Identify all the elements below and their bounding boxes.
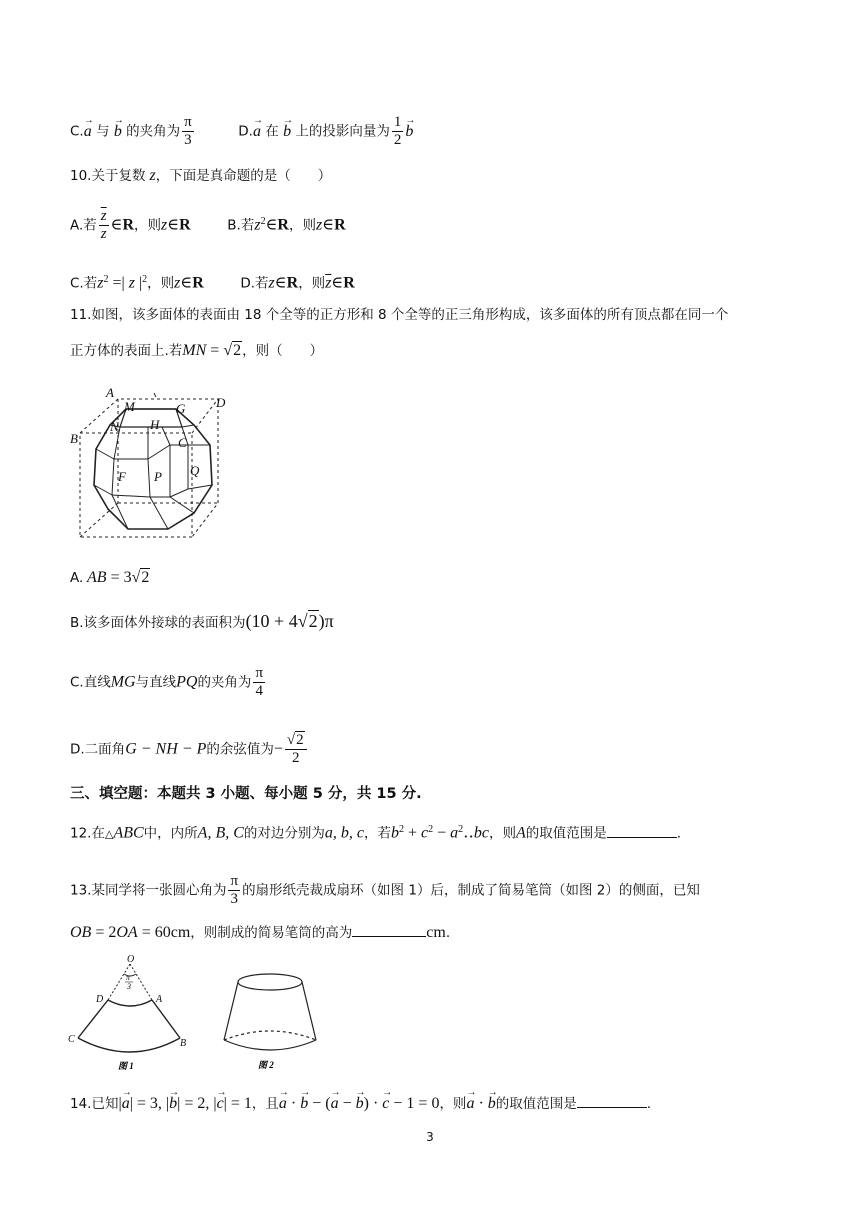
svg-text:π: π bbox=[126, 973, 131, 982]
label-M: M bbox=[124, 399, 135, 414]
fig1-label-A: A bbox=[156, 994, 163, 1005]
fig1-label-O: O bbox=[127, 954, 135, 965]
label-B: B bbox=[70, 431, 78, 446]
pen-holder-figure bbox=[214, 960, 324, 1072]
label-Q: Q bbox=[190, 463, 200, 478]
q14: 14.已知|→ a| = 3, |→ b| = 2, |→ c| = 1，且→ a · → b − (→ a − → b) · → c − 1 = 0，则→ a · → b的取值范围是 . bbox=[70, 1093, 651, 1114]
q13-line1: 13.某同学将一张圆心角为 $\frac{\pi}{3}$ 的扇形纸壳裁成扇环（如图 1）后，制成了简易笔筒（如图 2）的侧面，已知 bbox=[70, 873, 700, 907]
label-P: P bbox=[154, 469, 162, 484]
fig2-caption: 图 2 bbox=[258, 1060, 274, 1070]
q9-options-cd: C.→ a 与 → b 的夹角为 $\frac{\pi}{3}$ D.→ a 在 → b 上的投影向量为 $\frac{1}{2}$ → b bbox=[70, 114, 413, 149]
section-title: 三、填空题：本题共 3 小题、每小题 5 分，共 15 分. bbox=[70, 786, 422, 802]
q10-options-ab: A.若 $\frac{\overline{z}}{z}$ ∈R，则z∈R B.若$z^2\in R$，则z∈R bbox=[70, 208, 346, 242]
label-C: C bbox=[178, 435, 187, 450]
page-number: 3 bbox=[426, 1130, 434, 1144]
label-N: N bbox=[110, 419, 119, 434]
q11-stem-line2: 正方体的表面上.若MN = √2，则（ ） bbox=[70, 342, 324, 359]
q10-options-cd: C.若$z^2$ =| z $|^2$，则z∈R D.若z∈R，则$\overline{z}\in R$ bbox=[70, 274, 355, 292]
q11-option-c: C.直线MG与直线PQ的夹角为 $\frac{\pi}{4}$ bbox=[70, 665, 264, 699]
label-F: F bbox=[118, 469, 126, 484]
q11-option-b: B.该多面体外接球的表面积为(10 + 4√2)π bbox=[70, 611, 334, 631]
label-D: D bbox=[216, 395, 226, 410]
fig1-label-D: D bbox=[96, 994, 104, 1005]
fig1-caption: 图 1 bbox=[118, 1061, 134, 1071]
fig1-label-B: B bbox=[180, 1038, 187, 1049]
svg-text:3: 3 bbox=[127, 982, 131, 991]
q11-option-d: D.二面角G − NH − P的余弦值为− $\frac{√2}{2}$ bbox=[70, 732, 309, 767]
q10-stem: 10.关于复数 z，下面是真命题的是（ ） bbox=[70, 167, 332, 184]
q13-line2: OB = 2OA = 60cm，则制成的简易笔筒的高为 cm. bbox=[70, 924, 451, 941]
label-A: A bbox=[106, 385, 114, 400]
label-G: G bbox=[176, 401, 186, 416]
q11-option-a: A. AB = 3√2 bbox=[70, 569, 150, 586]
fig1-label-C: C bbox=[68, 1034, 75, 1045]
polyhedron-figure bbox=[70, 385, 240, 545]
q11-stem-line1: 11.如图，该多面体的表面由 18 个全等的正方形和 8 个全等的正三角形构成，该多面体的所有顶点都在同一个 bbox=[70, 307, 729, 323]
label-H: H bbox=[150, 417, 160, 432]
sector-figure bbox=[66, 952, 196, 1072]
q12: 12.在△ABC中，内所A, B, C的对边分别为a, b, c，若$b^2 + c^2$ − $a^2‥bc$，则A的取值范围是 . bbox=[70, 824, 682, 842]
